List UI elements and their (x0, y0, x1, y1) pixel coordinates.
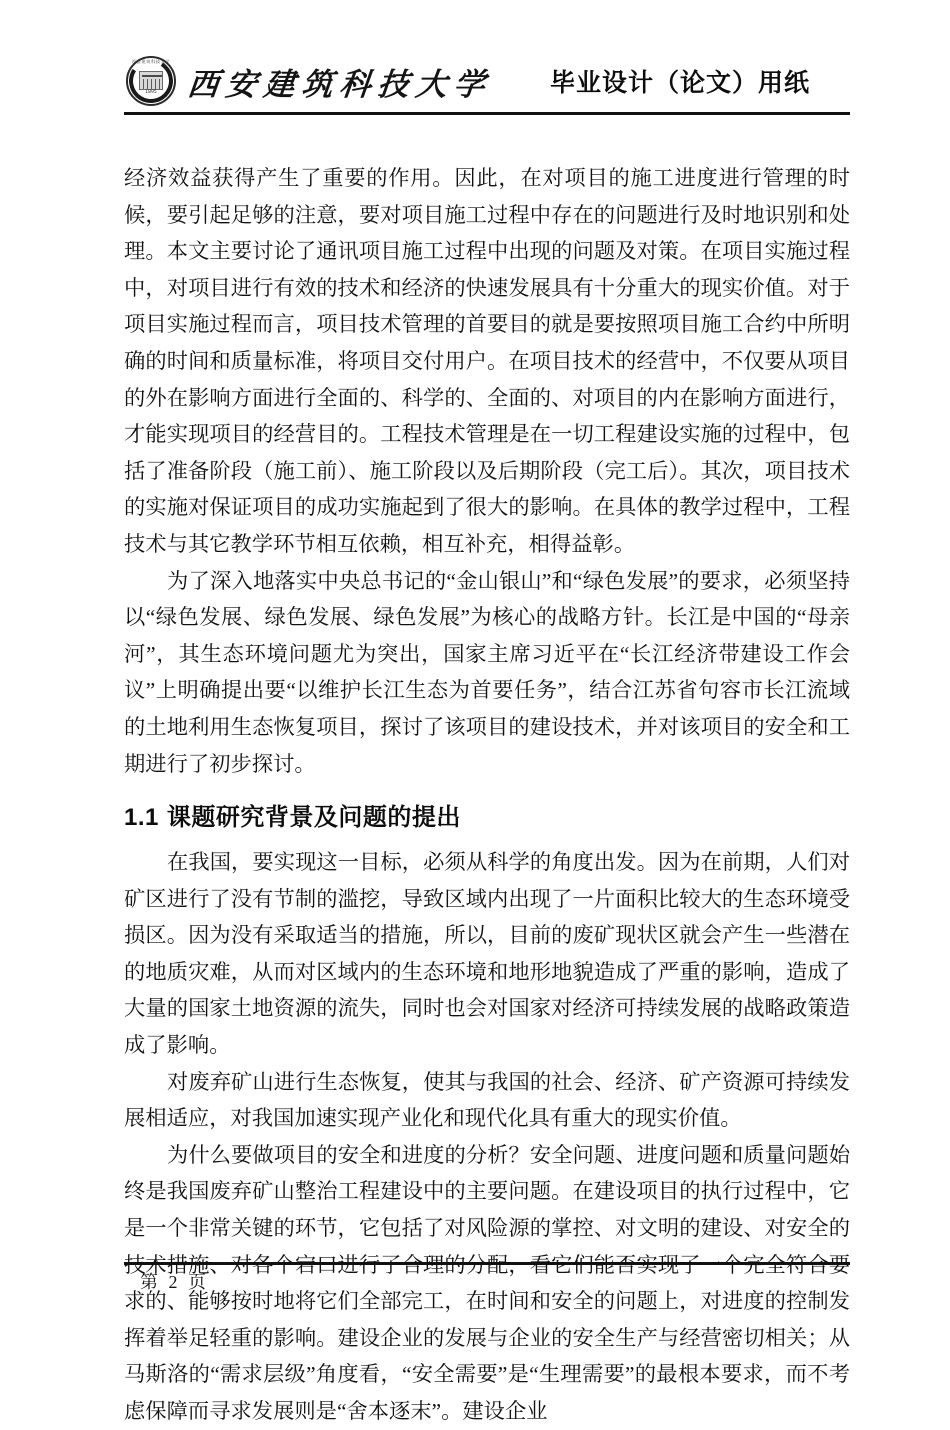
paragraph-1: 经济效益获得产生了重要的作用。因此，在对项目的施工进度进行管理的时候，要引起足够的注意，要对项目施工过程中存在的问题进行及时地识别和处理。本文主要讨论了通讯项目施工过程中出现的问题及对策。在项目实施过程中，对项目进行有效的技术和经济的快速发展具有十分重大的现实价值。对于项目实施过程而言，项目技术管理的首要目的就是要按照项目施工合约中所明确的时间和质量标准，将项目交付用户。在项目技术的经营中，不仅要从项目的外在影响方面进行全面的、科学的、全面的、对项目的内在影响方面进行，才能实现项目的经营目的。工程技术管理是在一切工程建设实施的过程中，包括了准备阶段（施工前）、施工阶段以及后期阶段（完工后）。其次，项目技术的实施对保证项目的成功实施起到了很大的影响。在具体的教学过程中，工程技术与其它教学环节相互依赖，相互补充，相得益彰。 (124, 166, 850, 556)
page-header (124, 50, 850, 112)
logo-building-graphic (139, 71, 163, 90)
paragraph-2: 为了深入地落实中央总书记的“金山银山”和“绿色发展”的要求，必须坚持以“绿色发展、绿色发展、绿色发展”为核心的战略方针。长江是中国的“母亲河”，其生态环境问题尤为突出，国家主席习近平在“长江经济带建设工作会议”上明确提出要“以维护长江生态为首要任务”，结合江苏省句容市长江流域的土地利用生态恢复项目，探讨了该项目的建设技术，并对该项目的安全和工期进行了初步探讨。 (124, 568, 850, 776)
paragraph-4: 对废弃矿山进行生态恢复，使其与我国的社会、经济、矿产资源可持续发展相适应，对我国加速实现产业化和现代化具有重大的现实价值。 (124, 1069, 850, 1131)
logo-founding-year: 1895 (145, 90, 157, 95)
paragraph-3: 在我国，要实现这一目标，必须从科学的角度出发。因为在前期，人们对矿区进行了没有节制的滥挖，导致区域内出现了一片面积比较大的生态环境受损区。因为没有采取适当的措施，所以，目前的废矿现状区就会产生一些潜在的地质灾难，从而对区域内的生态环境和地形地貌造成了严重的影响，造成了大量的国家土地资源的流失，同时也会对国家对经济可持续发展的战略政策造成了影响。 (124, 850, 850, 1058)
page-number-footer: 第 2 页 (140, 1272, 209, 1292)
university-name-calligraphy: 西安建筑科技大学 (185, 66, 494, 102)
section-heading (124, 798, 850, 838)
document-body (124, 160, 850, 1430)
header-divider-rule (124, 112, 850, 115)
footer-divider-rule (124, 1262, 850, 1265)
university-logo-icon (124, 54, 178, 108)
section-title: 课题研究背景及问题的提出 (166, 804, 461, 832)
document-type-title: 毕业设计（论文）用纸 (550, 69, 811, 97)
paragraph-5: 为什么要做项目的安全和进度的分析？安全问题、进度问题和质量问题始终是我国废弃矿山整治工程建设中的主要问题。在建设项目的执行过程中，它是一个非常关键的环节，它包括了对风险源的掌控、对文明的建设、对安全的技术措施、对各个宕口进行了合理的分配，看它们能否实现了一个完全符合要求的、能够按时地将它们全部完工，在时间和安全的问题上，对进度的控制发挥着举足轻重的影响。建设企业的发展与企业的安全生产与经营密切相关；从马斯洛的“需求层级”角度看，“安全需要”是“生理需要”的最根本要求，而不考虑保障而寻求发展则是“舍本逐末”。建设企业 (124, 1142, 850, 1423)
logo-ring-text: 西安建筑科技大学 (131, 59, 171, 64)
section-number: 1.1 (124, 804, 159, 832)
